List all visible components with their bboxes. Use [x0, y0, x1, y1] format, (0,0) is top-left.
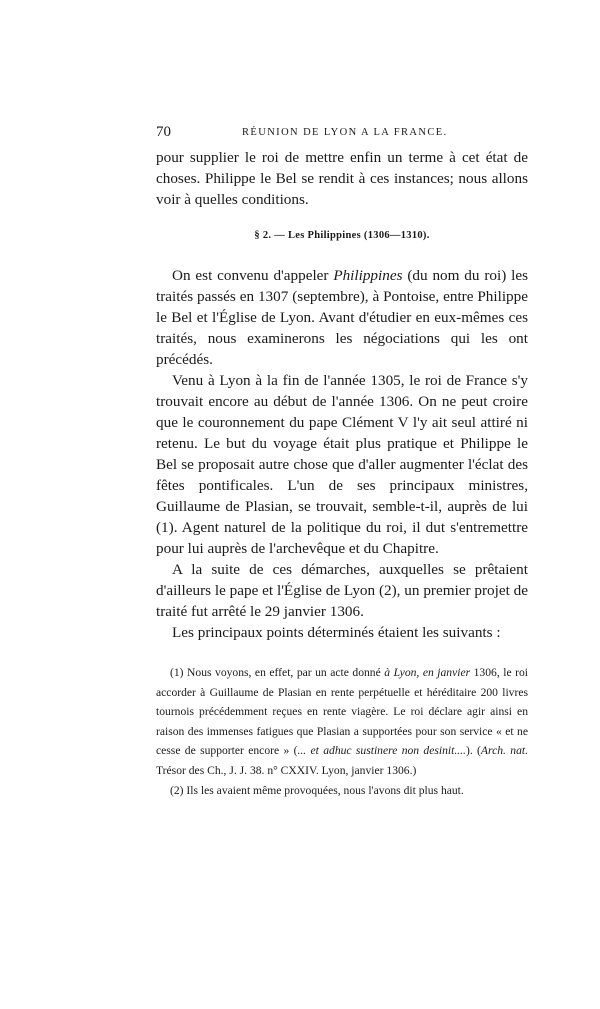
- footnote: (2) Ils les avaient même provoquées, nous l'avons dit plus haut.: [170, 784, 464, 797]
- footnote-emphasis: à Lyon, en janvier: [384, 666, 471, 679]
- paragraph: Venu à Lyon à la fin de l'année 1305, le roi de France s'y trouvait encore au début de l'année 1306. On ne peut croire que le couronnement du pape Clément V l'y ait seul attiré ni retenu. Le but du voyage était plus pratique et Philippe le Bel se proposait autre chose que d'aller augmenter l'éclat des fêtes pontificales. L'un de ses principaux ministres, Guillaume de Plasian, se trouvait, semble-t-il, auprès de lui (1). Agent naturel de la politique du roi, il dut s'entremettre pour lui auprès de l'archevêque et du Chapitre.: [156, 372, 528, 557]
- footnote-emphasis: Arch. nat.: [480, 744, 528, 757]
- continuation-paragraph: [156, 147, 528, 210]
- body-text: [156, 265, 528, 643]
- footnote-text: ). (: [465, 744, 481, 757]
- section-title: § 2. — Les Philippines (1306—1310).: [254, 230, 430, 241]
- paragraph: A la suite de ces démarches, auxquelles se prêtaient d'ailleurs le pape et l'Église de Lyon (2), un premier projet de traité fut arrêté le 29 janvier 1306.: [156, 561, 528, 620]
- footnote: [156, 663, 528, 780]
- page-header: [156, 124, 528, 144]
- paragraph: [156, 265, 528, 370]
- emphasized-term: Philippines: [333, 267, 403, 284]
- footnote-emphasis: ... et adhuc sustinere non desinit....: [297, 744, 466, 757]
- continuation-text: pour supplier le roi de mettre enfin un terme à cet état de choses. Philippe le Bel se rendit à ces instances; nous allons voir à quelles conditions.: [156, 149, 528, 208]
- footnote-text: Trésor des Ch., J. J. 38. n° CXXIV. Lyon, janvier 1306.): [156, 763, 417, 777]
- footnote-text: (1) Nous voyons, en effet, par un acte donné: [170, 666, 385, 679]
- paragraph: Les principaux points déterminés étaient les suivants :: [172, 624, 501, 641]
- paragraph-text: On est convenu d'appeler: [172, 267, 334, 284]
- running-title: RÉUNION DE LYON A LA FRANCE.: [242, 127, 448, 138]
- paragraph-text: (du nom du roi) les traités passés en 1307 (septembre), à Pontoise, entre Philippe le Bel et l'Église de Lyon. Avant d'étudier en eux-mêmes ces traités, nous examinerons les négociations qui les ont précédés.: [156, 267, 528, 368]
- footnotes: [156, 663, 528, 801]
- page-number: 70: [156, 124, 171, 140]
- footnote-text: 1306, le roi accorder à Guillaume de Plasian en rente perpétuelle et héréditaire 200 livres tournois précédemment reçues en rente viagère. Le roi déclare agir ainsi en raison des immenses fatigues que Plasian a supportées pour son service « et ne cesse de supporter encore » (: [156, 666, 528, 757]
